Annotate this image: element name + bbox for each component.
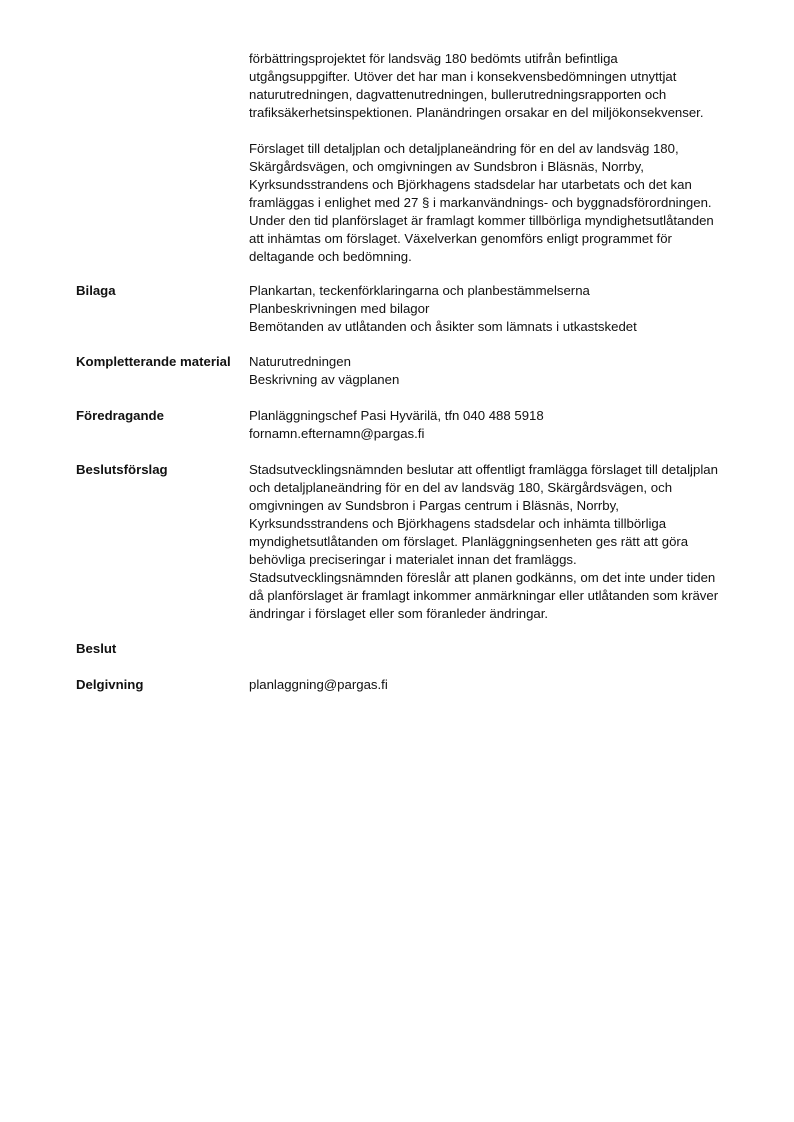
- kompletterande-content: [249, 353, 759, 389]
- text-line: deltagande och bedömning.: [249, 249, 412, 264]
- presenter-name: Planläggningschef Pasi Hyvärilä, tfn 040 488 5918: [249, 408, 544, 423]
- intro-text: [249, 50, 759, 266]
- attachment-item: Bemötanden av utlåtanden och åsikter som lämnats i utkastskedet: [249, 319, 637, 334]
- distribution-email: planlaggning@pargas.fi: [249, 677, 388, 692]
- beslutsforslag-content: [249, 461, 759, 623]
- text-line: förbättringsprojektet för landsväg 180 bedömts utifrån befintliga: [249, 51, 618, 66]
- material-item: Naturutredningen: [249, 354, 351, 369]
- text-line: och detaljplaneändring för en del av landsväg 180, Skärgårdsvägen, och: [249, 480, 673, 495]
- material-item: Beskrivning av vägplanen: [249, 372, 400, 387]
- bilaga-content: [249, 282, 759, 336]
- text-line: Under den tid planförslaget är framlagt kommer tillbörliga myndighetsutlåtanden: [249, 213, 714, 228]
- text-line: att inhämtas om förslaget. Växelverkan genomförs enligt programmet för: [249, 231, 672, 246]
- text-line: Stadsutvecklingsnämnden föreslår att planen godkänns, om det inte under tiden: [249, 570, 716, 585]
- text-line: trafiksäkerhetsinspektionen. Planändringen orsakar en del miljökonsekvenser.: [249, 105, 704, 120]
- section-label: Bilaga: [76, 283, 116, 298]
- intro-paragraph: [249, 140, 759, 266]
- text-line: Skärgårdsvägen, och omgivningen av Sundsbron i Bläsnäs, Norrby,: [249, 159, 644, 174]
- delgivning-content: [249, 676, 759, 694]
- section-label: Föredragande: [76, 408, 164, 423]
- attachment-item: Planbeskrivningen med bilagor: [249, 301, 430, 316]
- text-line: Stadsutvecklingsnämnden beslutar att offentligt framlägga förslaget till detaljplan: [249, 462, 718, 477]
- text-line: då planförslaget är framlagt inkommer anmärkningar eller utlåtanden som kräver: [249, 588, 719, 603]
- text-line: framläggas i enlighet med 27 § i markanvändnings- och byggnadsförordningen.: [249, 195, 712, 210]
- attachment-item: Plankartan, teckenförklaringarna och planbestämmelserna: [249, 283, 590, 298]
- text-line: utgångsuppgifter. Utöver det har man i konsekvensbedömningen utnyttjat: [249, 69, 677, 84]
- text-line: behövliga preciseringar i materialet innan det framläggs.: [249, 552, 577, 567]
- text-line: Kyrksundsstrandens och Björkhagens stadsdelar har utarbetats och det kan: [249, 177, 692, 192]
- section-label: Beslut: [76, 641, 117, 656]
- text-line: omgivningen av Sundsbron i Pargas centrum i Bläsnäs, Norrby,: [249, 498, 619, 513]
- section-label: Beslutsförslag: [76, 462, 168, 477]
- section-label: Kompletterande material: [76, 354, 231, 369]
- section-label: Delgivning: [76, 677, 144, 692]
- text-line: Förslaget till detaljplan och detaljplaneändring för en del av landsväg 180,: [249, 141, 679, 156]
- intro-paragraph: [249, 50, 759, 122]
- text-line: ändringar i förslaget eller som föranleder ändringar.: [249, 606, 549, 621]
- foredragande-content: [249, 407, 759, 443]
- text-line: myndighetsutlåtanden om förslaget. Planläggningsenheten ges rätt att göra: [249, 534, 689, 549]
- presenter-email: fornamn.efternamn@pargas.fi: [249, 426, 425, 441]
- text-line: naturutredningen, dagvattenutredningen, bullerutredningsrapporten och: [249, 87, 667, 102]
- text-line: Kyrksundsstrandens och Björkhagens stadsdelar och inhämta tillbörliga: [249, 516, 667, 531]
